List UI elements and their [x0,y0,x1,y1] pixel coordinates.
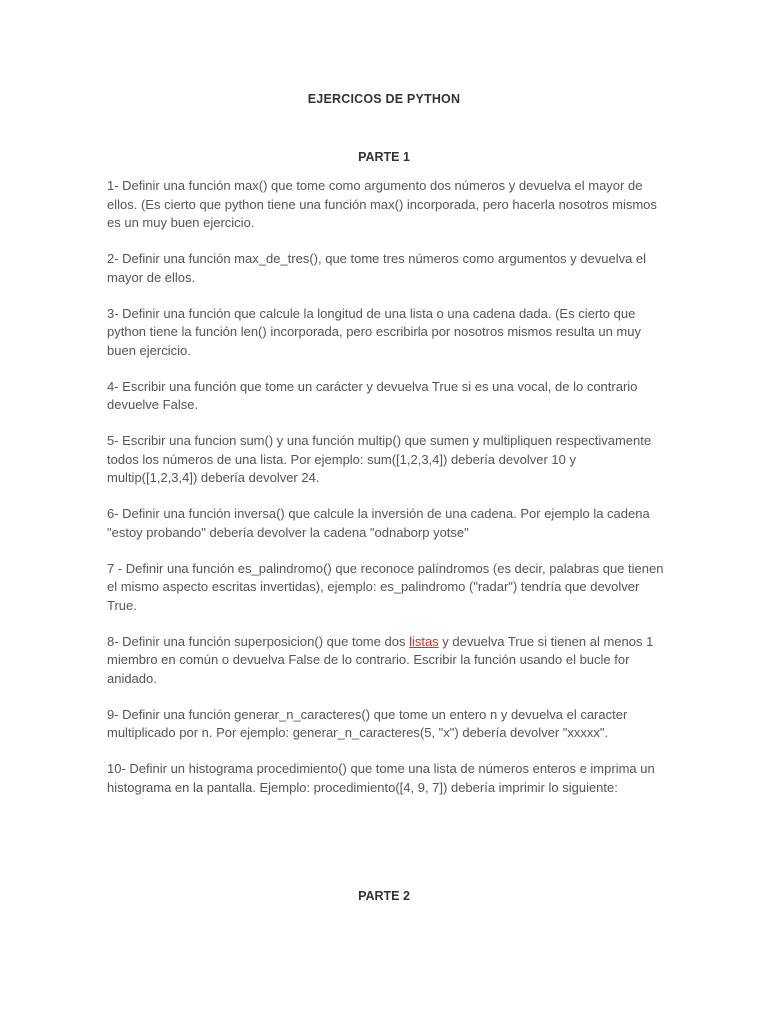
exercise-1: 1- Definir una función max() que tome como argumento dos números y devuelva el mayor de ellos. (Es cierto que python tiene una función max() incorporada, pero hacerla nosotros mismos es un muy buen ejercicio. [107,178,657,230]
exercise-7: 7 - Definir una función es_palindromo() que reconoce palíndromos (es decir, palabras que tienen el mismo aspecto escritas invertidas), ejemplo: es_palindromo ("radar") tendría que devolver True. [107,560,664,613]
listas-link[interactable]: listas [409,633,439,649]
exercise-8 [107,633,667,689]
exercise-9: 9- Definir una función generar_n_caracteres() que tome un entero n y devuelva el caracter multiplicado por n. Por ejemplo: generar_n_caracteres(5, "x") debería devolver "xxxxx". [107,706,628,740]
exercise-10: 10- Definir un histograma procedimiento() que tome una lista de números enteros e imprima un histograma en la pantalla. Ejemplo: procedimiento([4, 9, 7]) debería imprimir lo siguiente: [107,761,655,795]
exercise-5: 5- Escribir una funcion sum() y una función multip() que sumen y multipliquen respectivamente todos los números de una lista. Por ejemplo: sum([1,2,3,4]) debería devolver 10 y multip([1,2,3,4]) debería devolver 24. [107,433,652,485]
exercise-list [107,177,667,815]
exercise-8-text-before: 8- Definir una función superposicion() que tome dos [107,633,410,649]
exercise-2: 2- Definir una función max_de_tres(), que tome tres números como argumentos y devuelva el mayor de ellos. [107,251,647,285]
part1-heading: PARTE 1 [358,150,410,164]
exercise-4: 4- Escribir una función que tome un carácter y devuelva True si es una vocal, de lo contrario devuelve False. [107,378,638,412]
exercise-3: 3- Definir una función que calcule la longitud de una lista o una cadena dada. (Es cierto que python tiene la función len() incorporada, pero escribirla por nosotros mismos resulta un muy buen ejercicio. [107,305,641,358]
document-title: EJERCICOS DE PYTHON [307,92,461,106]
part2-heading: PARTE 2 [358,889,410,903]
exercise-8-text-after: y devuelva True si tienen al menos 1 miembro en común o devuelva False de lo contrario. Escribir la función usando el bucle for anidado. [107,633,654,686]
exercise-6: 6- Definir una función inversa() que calcule la inversión de una cadena. Por ejemplo la cadena "estoy probando" debería devolver la cadena "odnaborp yotse" [107,506,650,540]
